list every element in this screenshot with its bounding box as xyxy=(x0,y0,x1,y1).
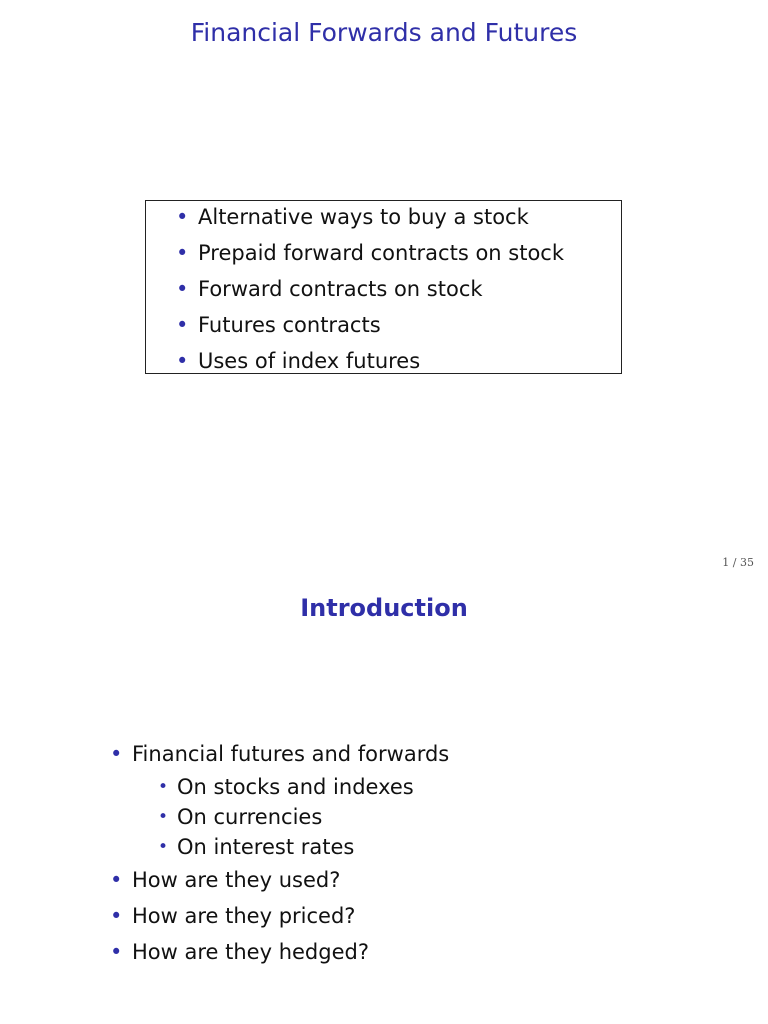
outline-item: • Prepaid forward contracts on stock xyxy=(146,235,621,271)
page-number: 1 / 35 xyxy=(722,556,754,569)
outline-item: • Forward contracts on stock xyxy=(146,271,621,307)
slide-2 xyxy=(0,576,768,1024)
outline-item: • Uses of index futures xyxy=(146,343,621,379)
outline-list xyxy=(146,199,621,379)
slide-title: Introduction xyxy=(300,594,468,622)
slide-title: Financial Forwards and Futures xyxy=(190,18,578,47)
list-item: • How are they used? xyxy=(80,862,449,898)
sub-list-item: • On interest rates xyxy=(132,832,449,862)
intro-list xyxy=(80,736,449,970)
outline-box xyxy=(145,200,622,374)
list-item-text: Financial futures and forwards xyxy=(132,742,450,766)
list-item: • How are they priced? xyxy=(80,898,449,934)
list-item: • How are they hedged? xyxy=(80,934,449,970)
sub-list-item: • On stocks and indexes xyxy=(132,772,449,802)
outline-item: • Futures contracts xyxy=(146,307,621,343)
sub-list xyxy=(132,772,449,862)
outline-item: • Alternative ways to buy a stock xyxy=(146,199,621,235)
sub-list-item: • On currencies xyxy=(132,802,449,832)
list-item xyxy=(80,736,449,862)
